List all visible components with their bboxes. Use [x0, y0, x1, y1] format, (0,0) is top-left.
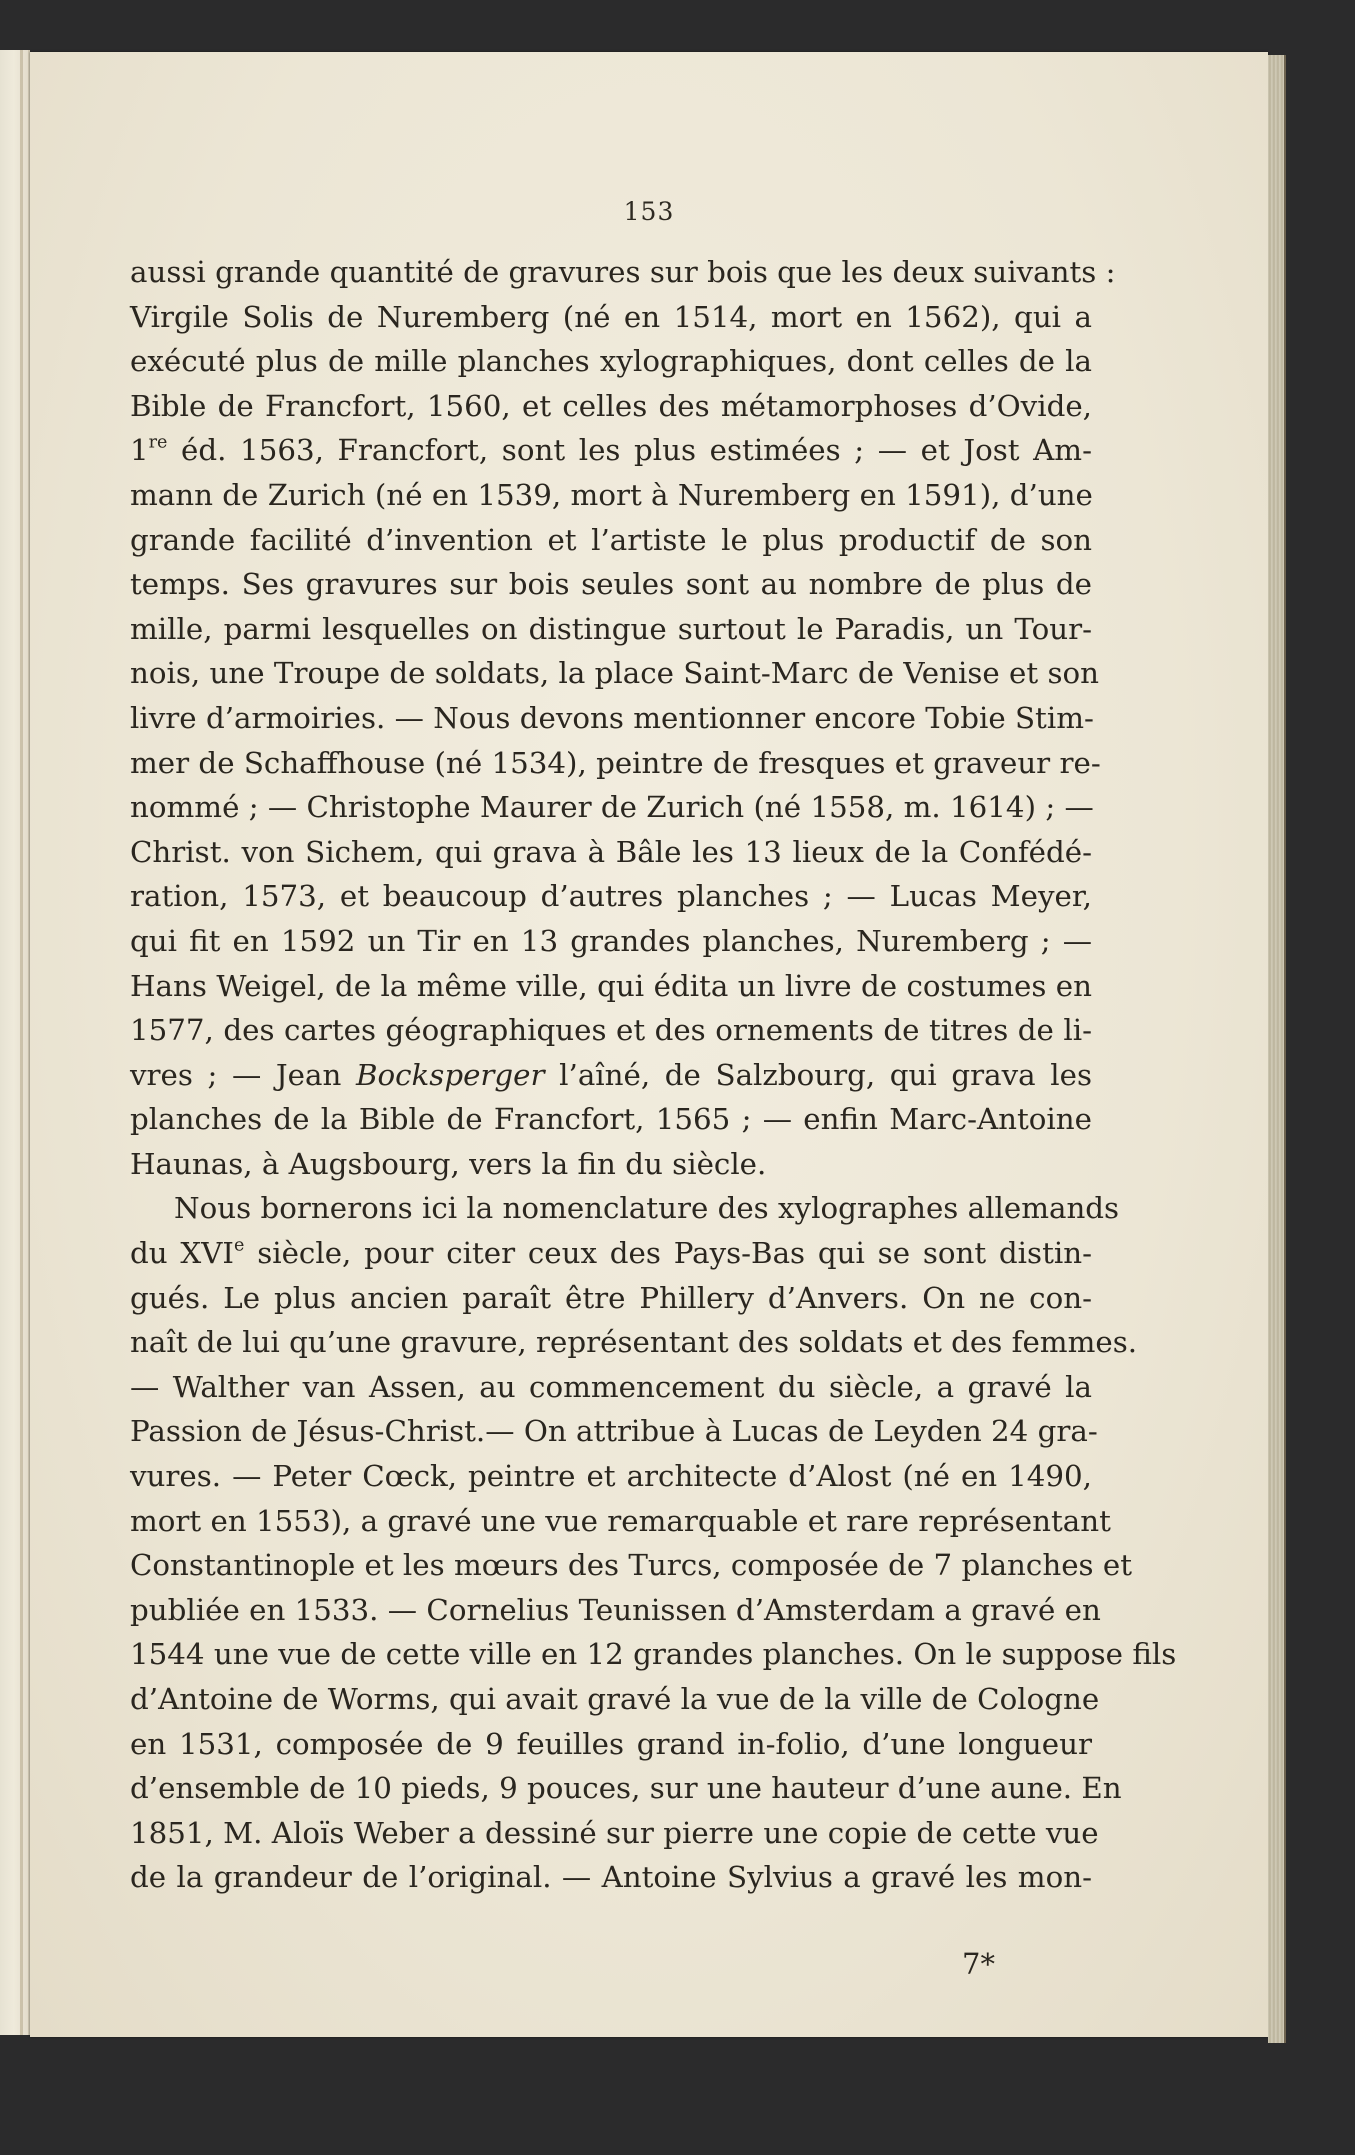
text-line-content: livre d’armoiries. — Nous devons mentionner encore Tobie Stim- — [130, 700, 1094, 735]
text-line-content: vures. — Peter Cœck, peintre et architecte d’Alost (né en 1490, — [130, 1459, 1092, 1494]
text-line — [130, 1677, 1100, 1722]
text-line-content: de la grandeur de l’original. — Antoine Sylvius a gravé les mon- — [130, 1860, 1092, 1895]
text-line — [130, 919, 1092, 964]
text-line-content: mann de Zurich (né en 1539, mort à Nuremberg en 1591), d’une — [130, 477, 1093, 512]
text-line — [130, 295, 1092, 340]
text-line-content: mille, parmi lesquelles on distingue surtout le Paradis, un Tour- — [130, 611, 1092, 646]
text-line-content: temps. Ses gravures sur bois seules sont au nombre de plus de — [130, 567, 1092, 602]
facing-page-edge — [0, 50, 30, 2035]
text-line — [130, 1409, 1098, 1454]
text-line — [130, 1588, 1101, 1633]
text-line — [130, 1142, 1092, 1187]
text-line-content: d’ensemble de 10 pieds, 9 pouces, sur une hauteur d’une aune. En — [130, 1771, 1122, 1806]
text-line — [130, 473, 1092, 518]
text-line-content: éd. 1563, Francfort, sont les plus estimées ; — et Jost Am- — [167, 433, 1092, 468]
text-line-content: 1544 une vue de cette ville en 12 grandes planches. On le suppose fils — [130, 1637, 1177, 1672]
facing-page-gutter — [20, 50, 23, 2035]
text-line — [130, 1008, 1092, 1053]
text-line — [130, 1053, 1092, 1098]
text-line — [130, 607, 1092, 652]
text-line-prefix: vres ; — Jean — [130, 1057, 356, 1092]
text-line-content: qui fit en 1592 un Tir en 13 grandes planches, Nuremberg ; — — [130, 923, 1092, 958]
text-line — [130, 1722, 1092, 1767]
text-line-content: Virgile Solis de Nuremberg (né en 1514, mort en 1562), qui a — [130, 299, 1092, 334]
text-line — [130, 1499, 1111, 1544]
text-line-content: Christ. von Sichem, qui grava à Bâle les 13 lieux de la Confédé- — [130, 834, 1092, 869]
text-line — [130, 1543, 1132, 1588]
text-line — [130, 874, 1092, 919]
text-line — [130, 518, 1092, 563]
text-line — [130, 1855, 1092, 1900]
text-line-content: publiée en 1533. — Cornelius Teunissen d’Amsterdam a gravé en — [130, 1592, 1101, 1627]
book-page — [30, 52, 1268, 2037]
text-line-prefix: 1 — [130, 433, 149, 468]
text-line — [130, 1276, 1092, 1321]
text-line-content: mort en 1553), a gravé une vue remarquable et rare représentant — [130, 1503, 1111, 1538]
text-line-content: Constantinople et les mœurs des Turcs, composée de 7 planches et — [130, 1548, 1132, 1583]
text-line-content: d’Antoine de Worms, qui avait gravé la vue de la ville de Cologne — [130, 1682, 1100, 1716]
italic-name: Bocksperger — [355, 1057, 545, 1092]
text-line — [130, 250, 1116, 295]
text-line — [130, 1632, 1177, 1677]
text-line — [130, 1186, 1120, 1231]
text-line-content: nommé ; — Christophe Maurer de Zurich (né 1558, m. 1614) ; — — [130, 790, 1094, 825]
text-line — [130, 696, 1092, 741]
text-line-content: en 1531, composée de 9 feuilles grand in-folio, d’une longueur — [130, 1726, 1092, 1761]
text-line — [130, 339, 1092, 384]
text-line-content: Passion de Jésus-Christ.— On attribue à Lucas de Leyden 24 gra- — [130, 1414, 1098, 1449]
text-line — [130, 384, 1092, 429]
text-line-content: mer de Schaffhouse (né 1534), peintre de fresques et graveur re- — [130, 745, 1101, 780]
text-line-prefix: du XVI — [130, 1236, 234, 1271]
text-line — [130, 1231, 1092, 1276]
text-line-content: nois, une Troupe de soldats, la place Saint-Marc de Venise et son — [130, 656, 1100, 691]
text-line — [130, 428, 1092, 473]
text-line-content: Haunas, à Augsbourg, vers la fin du siècle. — [130, 1146, 767, 1181]
text-line — [130, 1365, 1092, 1410]
text-line-content: ration, 1573, et beaucoup d’autres planches ; — Lucas Meyer, — [130, 879, 1092, 914]
text-line — [130, 830, 1092, 875]
text-line-content: l’aîné, de Salzbourg, qui grava les — [544, 1057, 1092, 1092]
text-line-content: gués. Le plus ancien paraît être Phillery d’Anvers. On ne con- — [130, 1280, 1092, 1315]
text-line-content: grande facilité d’invention et l’artiste le plus productif de son — [130, 522, 1092, 557]
page-number: 153 — [623, 197, 675, 226]
text-line-content: siècle, pour citer ceux des Pays-Bas qui se sont distin- — [244, 1236, 1092, 1271]
text-line-content: Hans Weigel, de la même ville, qui édita un livre de costumes en — [130, 968, 1092, 1003]
page-stack-edge — [1268, 55, 1286, 2043]
text-line — [130, 1766, 1122, 1811]
text-line — [130, 964, 1092, 1009]
text-line — [130, 741, 1101, 786]
text-line — [130, 1454, 1092, 1499]
text-line-content: naît de lui qu’une gravure, représentant des soldats et des femmes. — [130, 1325, 1138, 1360]
text-line — [130, 1811, 1099, 1856]
superscript: e — [234, 1235, 245, 1256]
text-line-content: exécuté plus de mille planches xylographiques, dont celles de la — [130, 344, 1092, 379]
text-line — [130, 651, 1100, 696]
text-line-content: 1577, des cartes géographiques et des ornements de titres de li- — [130, 1013, 1092, 1048]
superscript: re — [148, 433, 168, 454]
text-line-content: Nous bornerons ici la nomenclature des xylographes allemands — [174, 1191, 1120, 1226]
text-line-content: Bible de Francfort, 1560, et celles des métamorphoses d’Ovide, — [130, 388, 1092, 423]
text-line — [130, 785, 1092, 830]
text-line-content: aussi grande quantité de gravures sur bois que les deux suivants : — [130, 255, 1116, 289]
text-line-content: 1851, M. Aloïs Weber a dessiné sur pierre une copie de cette vue — [130, 1815, 1099, 1850]
text-line — [130, 1097, 1092, 1142]
text-line-content: — Walther van Assen, au commencement du siècle, a gravé la — [130, 1369, 1092, 1404]
text-line — [130, 562, 1092, 607]
text-line — [130, 1320, 1138, 1365]
body-text — [130, 250, 1177, 1900]
text-line-content: planches de la Bible de Francfort, 1565 ; — enfin Marc-Antoine — [130, 1102, 1092, 1137]
signature-mark: 7* — [962, 1947, 995, 1981]
